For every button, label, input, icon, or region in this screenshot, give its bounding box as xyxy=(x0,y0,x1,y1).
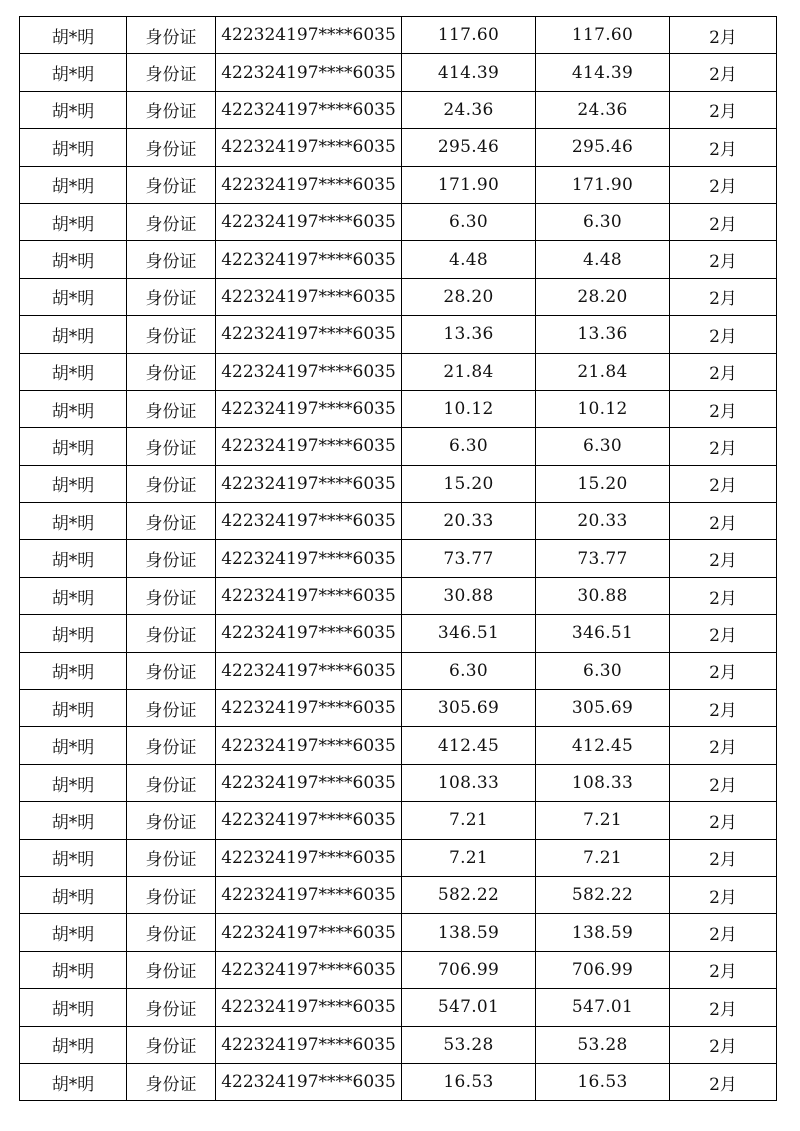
amount-cell: 7.21 xyxy=(402,839,536,876)
amount-cell: 10.12 xyxy=(402,390,536,427)
id-type-cell: 身份证 xyxy=(127,316,216,353)
id-type-cell: 身份证 xyxy=(127,652,216,689)
name-cell: 胡*明 xyxy=(20,727,127,764)
name-cell: 胡*明 xyxy=(20,802,127,839)
amount-paid-cell: 21.84 xyxy=(536,353,670,390)
amount-cell: 138.59 xyxy=(402,914,536,951)
id-number-cell: 422324197****6035 xyxy=(216,503,402,540)
id-number-cell: 422324197****6035 xyxy=(216,802,402,839)
id-number-cell: 422324197****6035 xyxy=(216,316,402,353)
id-type-cell: 身份证 xyxy=(127,166,216,203)
amount-cell: 7.21 xyxy=(402,802,536,839)
amount-cell: 6.30 xyxy=(402,428,536,465)
month-cell: 2月 xyxy=(670,989,777,1026)
amount-cell: 414.39 xyxy=(402,54,536,91)
amount-cell: 73.77 xyxy=(402,540,536,577)
amount-cell: 582.22 xyxy=(402,876,536,913)
name-cell: 胡*明 xyxy=(20,465,127,502)
id-number-cell: 422324197****6035 xyxy=(216,764,402,801)
amount-cell: 21.84 xyxy=(402,353,536,390)
month-cell: 2月 xyxy=(670,278,777,315)
name-cell: 胡*明 xyxy=(20,1026,127,1063)
amount-paid-cell: 16.53 xyxy=(536,1063,670,1100)
id-number-cell: 422324197****6035 xyxy=(216,690,402,727)
amount-cell: 30.88 xyxy=(402,577,536,614)
name-cell: 胡*明 xyxy=(20,166,127,203)
id-type-cell: 身份证 xyxy=(127,615,216,652)
table-row xyxy=(20,652,777,689)
month-cell: 2月 xyxy=(670,540,777,577)
amount-paid-cell: 4.48 xyxy=(536,241,670,278)
id-type-cell: 身份证 xyxy=(127,129,216,166)
id-number-cell: 422324197****6035 xyxy=(216,727,402,764)
amount-paid-cell: 582.22 xyxy=(536,876,670,913)
month-cell: 2月 xyxy=(670,764,777,801)
id-type-cell: 身份证 xyxy=(127,1026,216,1063)
month-cell: 2月 xyxy=(670,802,777,839)
payment-table xyxy=(19,16,777,1101)
amount-cell: 16.53 xyxy=(402,1063,536,1100)
name-cell: 胡*明 xyxy=(20,914,127,951)
amount-paid-cell: 171.90 xyxy=(536,166,670,203)
table-row xyxy=(20,241,777,278)
table-row xyxy=(20,1026,777,1063)
amount-paid-cell: 547.01 xyxy=(536,989,670,1026)
table-row xyxy=(20,428,777,465)
table-row xyxy=(20,690,777,727)
amount-paid-cell: 305.69 xyxy=(536,690,670,727)
id-type-cell: 身份证 xyxy=(127,353,216,390)
amount-cell: 117.60 xyxy=(402,17,536,54)
month-cell: 2月 xyxy=(670,839,777,876)
table-body xyxy=(20,17,777,1101)
id-type-cell: 身份证 xyxy=(127,17,216,54)
amount-paid-cell: 73.77 xyxy=(536,540,670,577)
amount-cell: 171.90 xyxy=(402,166,536,203)
id-number-cell: 422324197****6035 xyxy=(216,203,402,240)
amount-cell: 305.69 xyxy=(402,690,536,727)
amount-cell: 20.33 xyxy=(402,503,536,540)
month-cell: 2月 xyxy=(670,1026,777,1063)
amount-cell: 6.30 xyxy=(402,652,536,689)
name-cell: 胡*明 xyxy=(20,17,127,54)
name-cell: 胡*明 xyxy=(20,503,127,540)
name-cell: 胡*明 xyxy=(20,278,127,315)
id-number-cell: 422324197****6035 xyxy=(216,91,402,128)
id-number-cell: 422324197****6035 xyxy=(216,989,402,1026)
id-type-cell: 身份证 xyxy=(127,91,216,128)
name-cell: 胡*明 xyxy=(20,241,127,278)
id-type-cell: 身份证 xyxy=(127,802,216,839)
id-number-cell: 422324197****6035 xyxy=(216,166,402,203)
id-type-cell: 身份证 xyxy=(127,465,216,502)
amount-cell: 346.51 xyxy=(402,615,536,652)
amount-paid-cell: 117.60 xyxy=(536,17,670,54)
table-row xyxy=(20,353,777,390)
amount-cell: 4.48 xyxy=(402,241,536,278)
id-type-cell: 身份证 xyxy=(127,278,216,315)
id-number-cell: 422324197****6035 xyxy=(216,465,402,502)
month-cell: 2月 xyxy=(670,54,777,91)
id-type-cell: 身份证 xyxy=(127,876,216,913)
table-row xyxy=(20,316,777,353)
month-cell: 2月 xyxy=(670,428,777,465)
name-cell: 胡*明 xyxy=(20,615,127,652)
month-cell: 2月 xyxy=(670,390,777,427)
id-type-cell: 身份证 xyxy=(127,203,216,240)
table-row xyxy=(20,876,777,913)
month-cell: 2月 xyxy=(670,914,777,951)
name-cell: 胡*明 xyxy=(20,316,127,353)
table-row xyxy=(20,577,777,614)
month-cell: 2月 xyxy=(670,503,777,540)
id-type-cell: 身份证 xyxy=(127,428,216,465)
name-cell: 胡*明 xyxy=(20,353,127,390)
table-row xyxy=(20,17,777,54)
table-row xyxy=(20,203,777,240)
table-row xyxy=(20,129,777,166)
month-cell: 2月 xyxy=(670,1063,777,1100)
amount-paid-cell: 30.88 xyxy=(536,577,670,614)
amount-paid-cell: 20.33 xyxy=(536,503,670,540)
id-type-cell: 身份证 xyxy=(127,577,216,614)
id-number-cell: 422324197****6035 xyxy=(216,914,402,951)
name-cell: 胡*明 xyxy=(20,652,127,689)
table-row xyxy=(20,390,777,427)
amount-paid-cell: 24.36 xyxy=(536,91,670,128)
month-cell: 2月 xyxy=(670,91,777,128)
id-type-cell: 身份证 xyxy=(127,989,216,1026)
id-type-cell: 身份证 xyxy=(127,241,216,278)
amount-cell: 53.28 xyxy=(402,1026,536,1063)
id-number-cell: 422324197****6035 xyxy=(216,839,402,876)
month-cell: 2月 xyxy=(670,17,777,54)
amount-paid-cell: 6.30 xyxy=(536,203,670,240)
amount-paid-cell: 295.46 xyxy=(536,129,670,166)
id-number-cell: 422324197****6035 xyxy=(216,951,402,988)
id-type-cell: 身份证 xyxy=(127,914,216,951)
table-row xyxy=(20,465,777,502)
id-type-cell: 身份证 xyxy=(127,503,216,540)
amount-paid-cell: 53.28 xyxy=(536,1026,670,1063)
month-cell: 2月 xyxy=(670,951,777,988)
amount-cell: 412.45 xyxy=(402,727,536,764)
amount-paid-cell: 28.20 xyxy=(536,278,670,315)
amount-paid-cell: 706.99 xyxy=(536,951,670,988)
amount-paid-cell: 6.30 xyxy=(536,428,670,465)
id-number-cell: 422324197****6035 xyxy=(216,876,402,913)
month-cell: 2月 xyxy=(670,615,777,652)
id-type-cell: 身份证 xyxy=(127,727,216,764)
id-type-cell: 身份证 xyxy=(127,951,216,988)
month-cell: 2月 xyxy=(670,690,777,727)
table-row xyxy=(20,951,777,988)
id-number-cell: 422324197****6035 xyxy=(216,652,402,689)
id-number-cell: 422324197****6035 xyxy=(216,390,402,427)
amount-cell: 24.36 xyxy=(402,91,536,128)
table-row xyxy=(20,727,777,764)
id-type-cell: 身份证 xyxy=(127,839,216,876)
amount-cell: 547.01 xyxy=(402,989,536,1026)
id-number-cell: 422324197****6035 xyxy=(216,428,402,465)
month-cell: 2月 xyxy=(670,316,777,353)
amount-paid-cell: 138.59 xyxy=(536,914,670,951)
table-row xyxy=(20,166,777,203)
id-number-cell: 422324197****6035 xyxy=(216,577,402,614)
name-cell: 胡*明 xyxy=(20,428,127,465)
amount-paid-cell: 412.45 xyxy=(536,727,670,764)
name-cell: 胡*明 xyxy=(20,876,127,913)
amount-cell: 28.20 xyxy=(402,278,536,315)
table-row xyxy=(20,914,777,951)
id-type-cell: 身份证 xyxy=(127,390,216,427)
id-number-cell: 422324197****6035 xyxy=(216,17,402,54)
id-number-cell: 422324197****6035 xyxy=(216,353,402,390)
amount-paid-cell: 414.39 xyxy=(536,54,670,91)
id-type-cell: 身份证 xyxy=(127,690,216,727)
name-cell: 胡*明 xyxy=(20,540,127,577)
amount-paid-cell: 10.12 xyxy=(536,390,670,427)
name-cell: 胡*明 xyxy=(20,839,127,876)
table-row xyxy=(20,540,777,577)
month-cell: 2月 xyxy=(670,876,777,913)
name-cell: 胡*明 xyxy=(20,989,127,1026)
table-row xyxy=(20,764,777,801)
amount-cell: 295.46 xyxy=(402,129,536,166)
name-cell: 胡*明 xyxy=(20,951,127,988)
id-type-cell: 身份证 xyxy=(127,540,216,577)
amount-paid-cell: 7.21 xyxy=(536,839,670,876)
month-cell: 2月 xyxy=(670,652,777,689)
month-cell: 2月 xyxy=(670,203,777,240)
month-cell: 2月 xyxy=(670,241,777,278)
name-cell: 胡*明 xyxy=(20,129,127,166)
amount-paid-cell: 7.21 xyxy=(536,802,670,839)
name-cell: 胡*明 xyxy=(20,203,127,240)
id-number-cell: 422324197****6035 xyxy=(216,1063,402,1100)
id-type-cell: 身份证 xyxy=(127,764,216,801)
table-row xyxy=(20,839,777,876)
amount-cell: 6.30 xyxy=(402,203,536,240)
month-cell: 2月 xyxy=(670,577,777,614)
id-type-cell: 身份证 xyxy=(127,1063,216,1100)
amount-cell: 13.36 xyxy=(402,316,536,353)
name-cell: 胡*明 xyxy=(20,764,127,801)
amount-paid-cell: 6.30 xyxy=(536,652,670,689)
month-cell: 2月 xyxy=(670,727,777,764)
amount-cell: 15.20 xyxy=(402,465,536,502)
month-cell: 2月 xyxy=(670,129,777,166)
name-cell: 胡*明 xyxy=(20,690,127,727)
table-row xyxy=(20,1063,777,1100)
id-type-cell: 身份证 xyxy=(127,54,216,91)
id-number-cell: 422324197****6035 xyxy=(216,1026,402,1063)
amount-paid-cell: 108.33 xyxy=(536,764,670,801)
table-row xyxy=(20,54,777,91)
amount-paid-cell: 13.36 xyxy=(536,316,670,353)
table-row xyxy=(20,503,777,540)
id-number-cell: 422324197****6035 xyxy=(216,129,402,166)
name-cell: 胡*明 xyxy=(20,390,127,427)
table-row xyxy=(20,989,777,1026)
amount-cell: 108.33 xyxy=(402,764,536,801)
id-number-cell: 422324197****6035 xyxy=(216,540,402,577)
amount-cell: 706.99 xyxy=(402,951,536,988)
month-cell: 2月 xyxy=(670,166,777,203)
month-cell: 2月 xyxy=(670,353,777,390)
amount-paid-cell: 15.20 xyxy=(536,465,670,502)
name-cell: 胡*明 xyxy=(20,577,127,614)
id-number-cell: 422324197****6035 xyxy=(216,54,402,91)
month-cell: 2月 xyxy=(670,465,777,502)
amount-paid-cell: 346.51 xyxy=(536,615,670,652)
table-row xyxy=(20,802,777,839)
table-row xyxy=(20,91,777,128)
id-number-cell: 422324197****6035 xyxy=(216,278,402,315)
table-row xyxy=(20,278,777,315)
name-cell: 胡*明 xyxy=(20,91,127,128)
id-number-cell: 422324197****6035 xyxy=(216,241,402,278)
table-row xyxy=(20,615,777,652)
name-cell: 胡*明 xyxy=(20,54,127,91)
name-cell: 胡*明 xyxy=(20,1063,127,1100)
id-number-cell: 422324197****6035 xyxy=(216,615,402,652)
